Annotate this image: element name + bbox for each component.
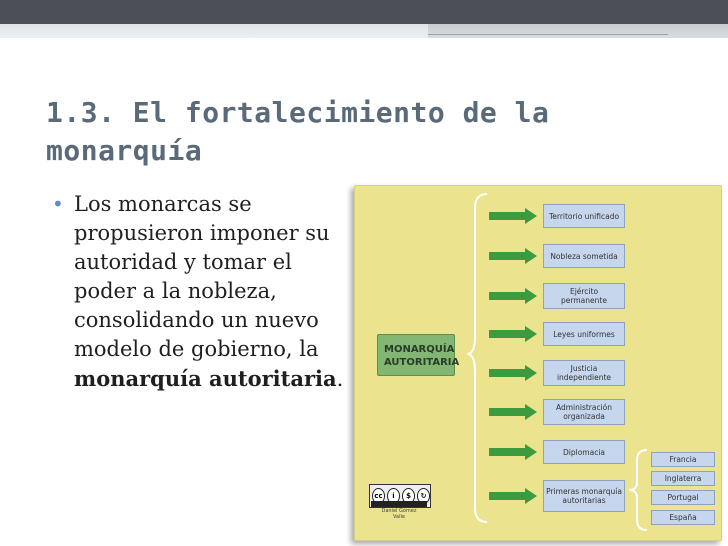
diagram-item xyxy=(489,320,625,348)
license-author: Daniel Gómez Valle xyxy=(381,508,417,520)
bullet-text xyxy=(74,190,349,394)
countries-brace xyxy=(627,448,649,532)
diagram-item xyxy=(489,438,625,466)
arrow-icon xyxy=(489,365,539,381)
item-box: Nobleza sometida xyxy=(543,244,625,268)
item-box: Administración organizada xyxy=(543,399,625,425)
diagram-item xyxy=(489,398,625,426)
sa-icon: ↻ xyxy=(417,488,430,504)
country-box: España xyxy=(651,510,715,525)
item-box: Leyes uniformes xyxy=(543,322,625,346)
arrow-icon xyxy=(489,326,539,342)
item-box: Ejército permanente xyxy=(543,283,625,309)
arrow-icon xyxy=(489,288,539,304)
creative-commons-badge xyxy=(369,484,435,522)
diagram-item xyxy=(489,359,625,387)
arrow-icon xyxy=(489,488,539,504)
by-icon: i xyxy=(387,488,400,504)
diagram-item xyxy=(489,202,625,230)
arrow-icon xyxy=(489,444,539,460)
top-stripe-line xyxy=(428,34,668,35)
item-box: Diplomacia xyxy=(543,440,625,464)
bullet-icon: • xyxy=(52,192,64,216)
license-badge xyxy=(369,484,431,508)
cc-icon: cc xyxy=(372,488,385,504)
top-stripe-accent xyxy=(428,24,728,38)
country-box: Inglaterra xyxy=(651,471,715,486)
main-brace xyxy=(465,186,489,540)
arrow-icon xyxy=(489,208,539,224)
bullet-text-prefix: Los monarcas se propusieron imponer su autoridad y tomar el poder a la nobleza, consolidando un nuevo modelo de gobierno, la xyxy=(74,192,330,361)
bullet-text-suffix: . xyxy=(336,367,344,391)
main-concept-box: MONARQUÍA AUTORITARIA xyxy=(377,334,455,376)
arrow-icon xyxy=(489,248,539,264)
top-bar xyxy=(0,0,728,24)
item-box: Primeras monarquía autoritarias xyxy=(543,480,625,512)
item-box: Territorio unificado xyxy=(543,204,625,228)
concept-diagram xyxy=(354,185,722,541)
country-box: Portugal xyxy=(651,490,715,505)
diagram-item xyxy=(489,482,625,510)
diagram-item xyxy=(489,242,625,270)
bullet-text-bold: monarquía autoritaria xyxy=(74,366,337,391)
slide-title: 1.3. El fortalecimiento de la monarquía xyxy=(46,96,550,167)
nc-icon: $ xyxy=(402,488,415,504)
diagram-item xyxy=(489,282,625,310)
top-stripe xyxy=(0,24,728,38)
arrow-icon xyxy=(489,404,539,420)
item-box: Justicia independiente xyxy=(543,360,625,386)
country-box: Francia xyxy=(651,452,715,467)
